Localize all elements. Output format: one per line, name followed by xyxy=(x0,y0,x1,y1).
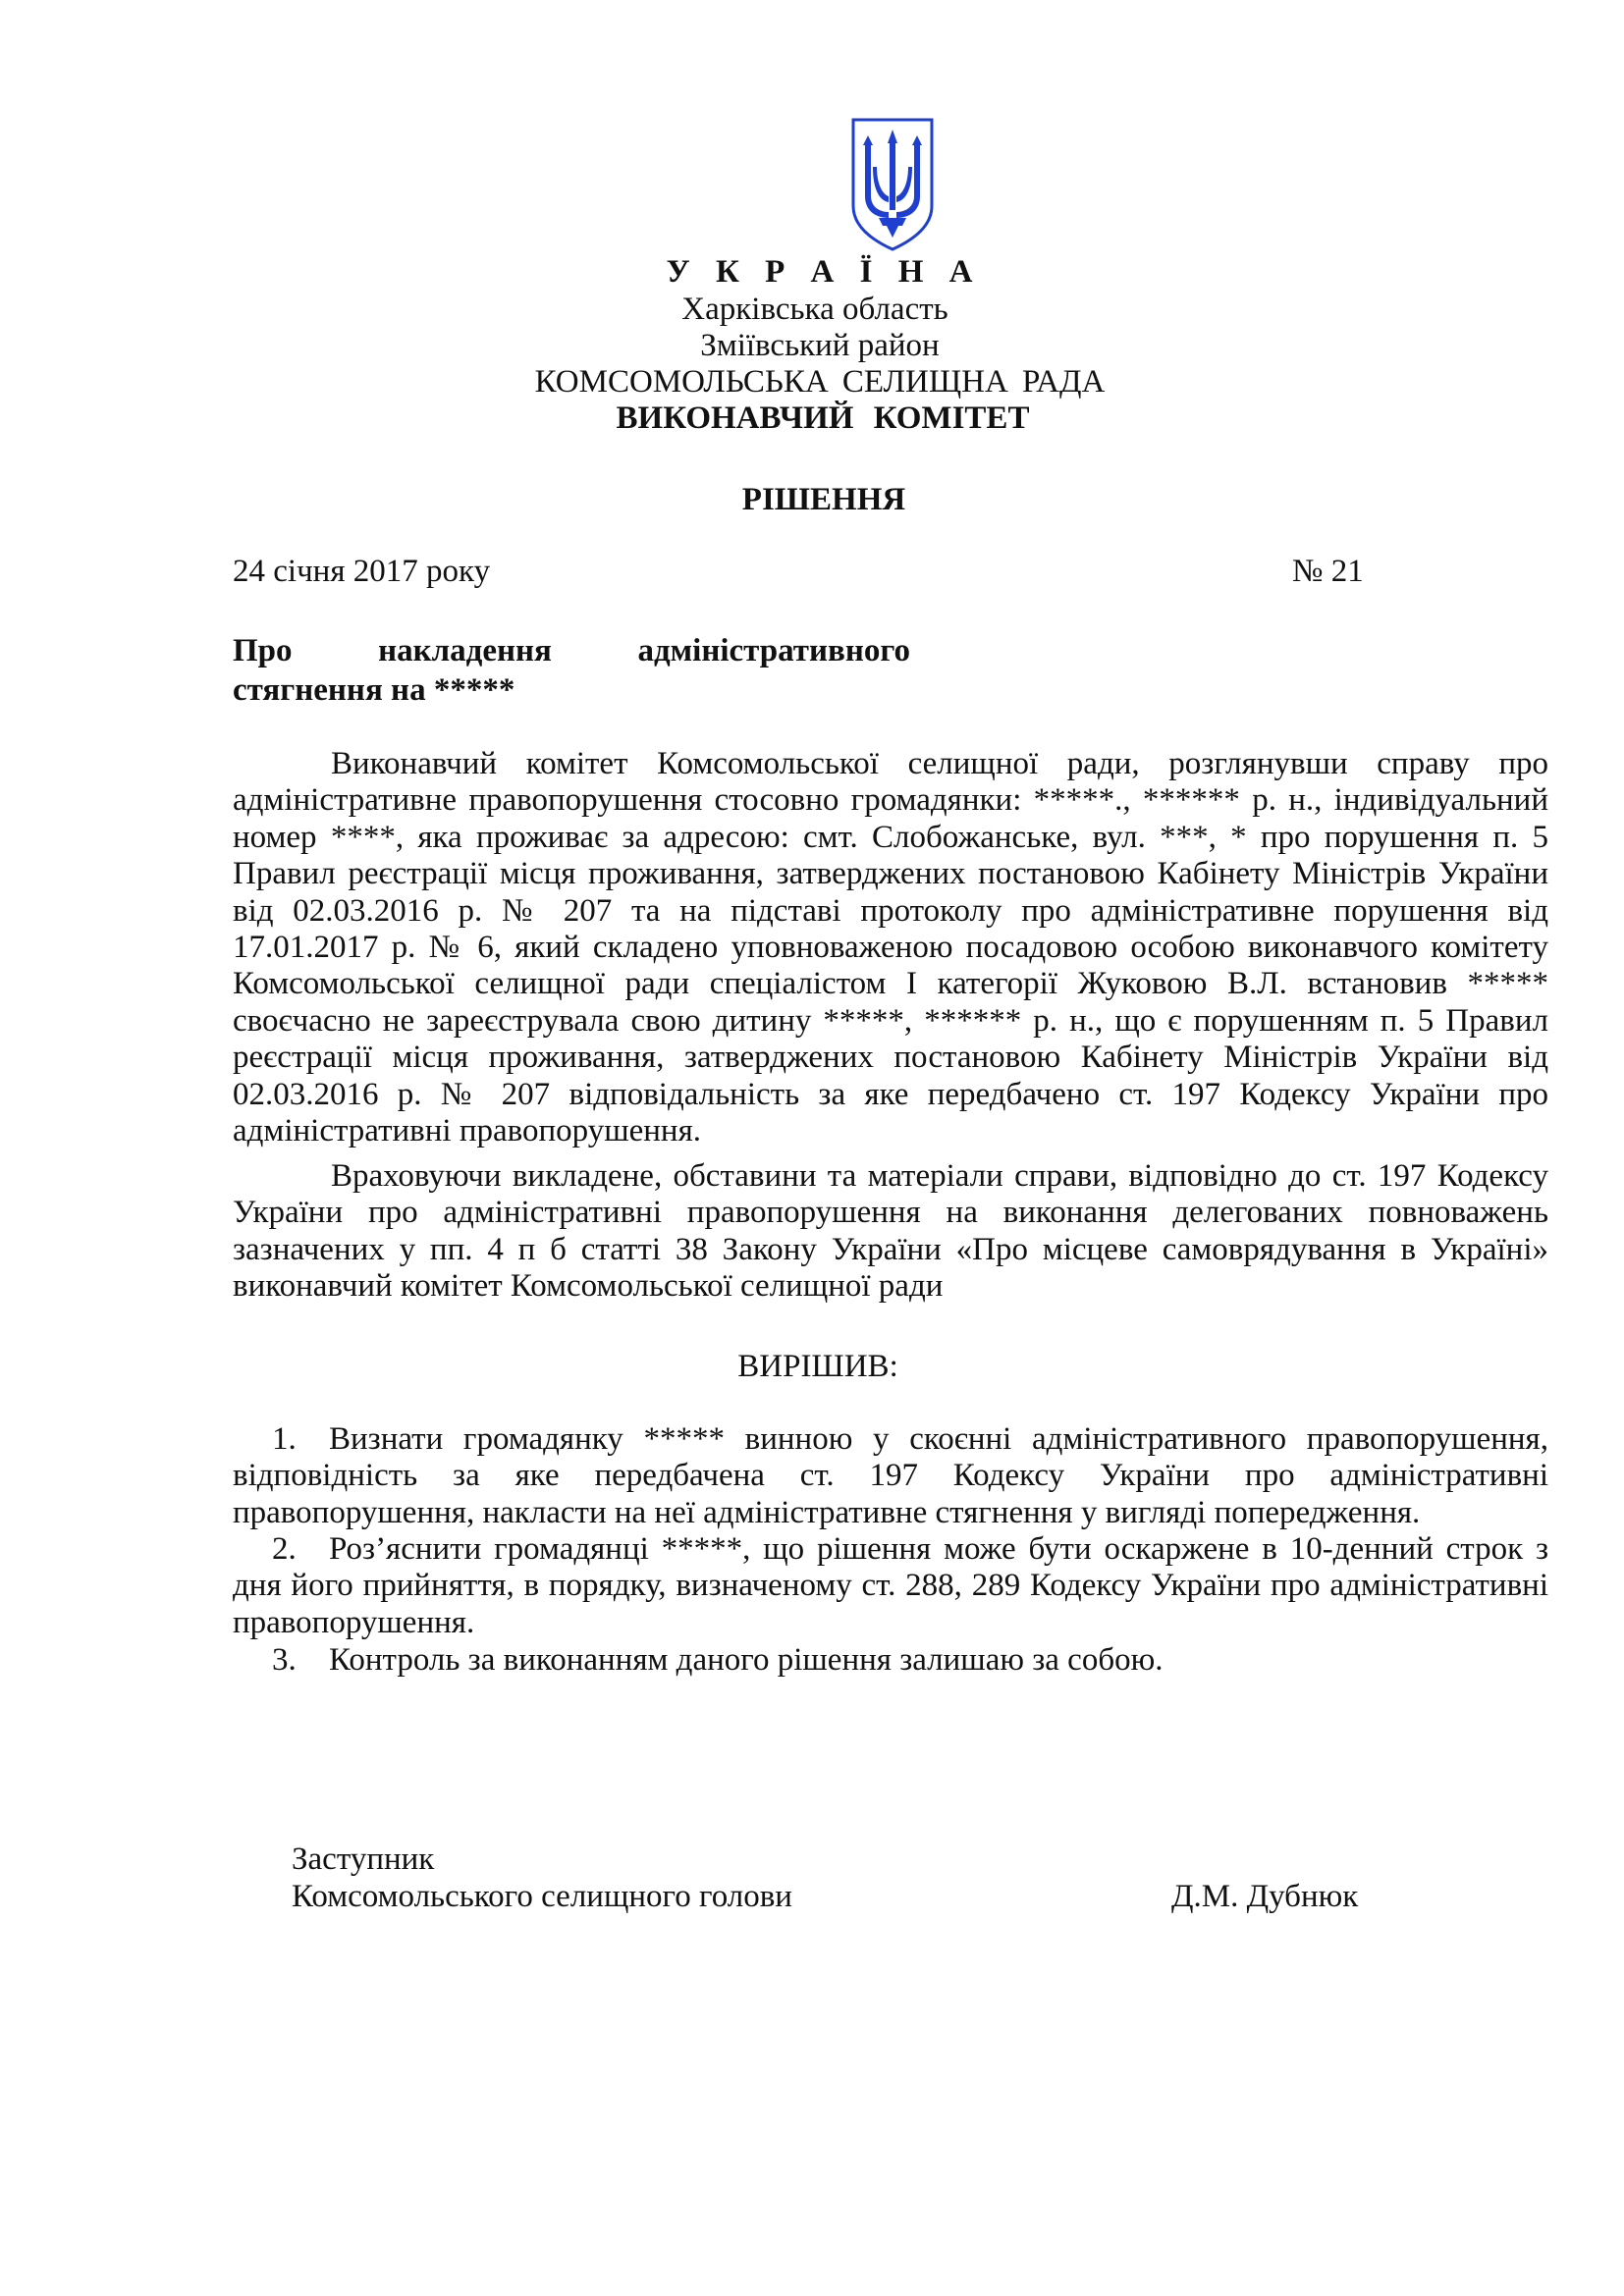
decision-item-number: 3. xyxy=(272,1642,297,1678)
decision-heading: ВИРІШИВ: xyxy=(737,1349,898,1384)
decision-item-text: Контроль за виконанням даного рішення залишаю за собою. xyxy=(329,1642,1164,1678)
subject-line-2: стягнення на ***** xyxy=(233,672,515,708)
decision-item-1 xyxy=(233,1421,1548,1531)
decision-item-number: 1. xyxy=(272,1421,297,1457)
raion-heading: Зміївський район xyxy=(700,328,940,363)
committee-heading: ВИКОНАВЧИЙ КОМІТЕТ xyxy=(616,400,1030,436)
decision-item-text: Роз’яснити громадянці *****, що рішення може бути оскаржене в 10-денний строк з дня його прийняття, в порядку, визначеному ст. 288, 289 Кодексу України про адміністративні правопорушення. xyxy=(233,1531,1548,1640)
decision-item-text: Визнати громадянку ***** винною у скоєнні адміністративного правопорушення, відповідність за яке передбачена ст. 197 Кодексу України про адміністративні правопорушення, накласти на неї адміністративне стягнення у вигляді попередження. xyxy=(233,1421,1548,1530)
rada-heading: КОМСОМОЛЬСЬКА СЕЛИЩНА РАДА xyxy=(534,364,1106,400)
document-date: 24 січня 2017 року xyxy=(233,554,491,589)
decision-item-2 xyxy=(233,1531,1548,1641)
subject-line-1: Про накладення адміністративного xyxy=(233,633,910,668)
document-number: № 21 xyxy=(1292,554,1364,589)
body-paragraph-2: Враховуючи викладене, обставини та матеріали справи, відповідно до ст. 197 Кодексу України про адміністративні правопорушення на виконання делегованих повноважень зазначених у пп. 4 п б статті 38 Закону України «Про місцеве самоврядування в Україні» виконавчий комітет Комсомольської селищної ради xyxy=(233,1158,1548,1305)
signatory-name: Д.М. Дубнюк xyxy=(1171,1879,1359,1914)
coat-of-arms-trident-icon xyxy=(849,116,936,253)
document-subject xyxy=(233,631,910,710)
body-paragraph-1: Виконавчий комітет Комсомольської селищної ради, розглянувши справу про адміністративне правопорушення стосовно громадянки: *****., ****** р. н., індивідуальний номер ****, яка проживає за адресою: смт. Слобожанське, вул. ***, * про порушення п. 5 Правил реєстрації місця проживання, затверджених постановою Кабінету Міністрів України від 02.03.2016 р. № 207 та на підставі протоколу про адміністративне порушення від 17.01.2017 р. № 6, який складено уповноваженою посадовою особою виконавчого комітету Комсомольської селищної ради спеціалістом І категорії Жуковою В.Л. встановив ***** своєчасно не зареєструвала свою дитину *****, ****** р. н., що є порушенням п. 5 Правил реєстрації місця проживання, затверджених постановою Кабінету Міністрів України від 02.03.2016 р. № 207 відповідальність за яке передбачено ст. 197 Кодексу України про адміністративні правопорушення. xyxy=(233,746,1548,1149)
signatory-title-line-2: Комсомольського селищного голови xyxy=(292,1879,792,1914)
oblast-heading: Харківська область xyxy=(681,292,948,327)
document-type-heading: РІШЕННЯ xyxy=(741,482,906,517)
decision-item-3 xyxy=(233,1642,1548,1679)
decision-item-number: 2. xyxy=(272,1531,297,1567)
signatory-title-line-1: Заступник xyxy=(292,1842,435,1877)
country-heading: У К Р А Ї Н А xyxy=(666,254,982,290)
